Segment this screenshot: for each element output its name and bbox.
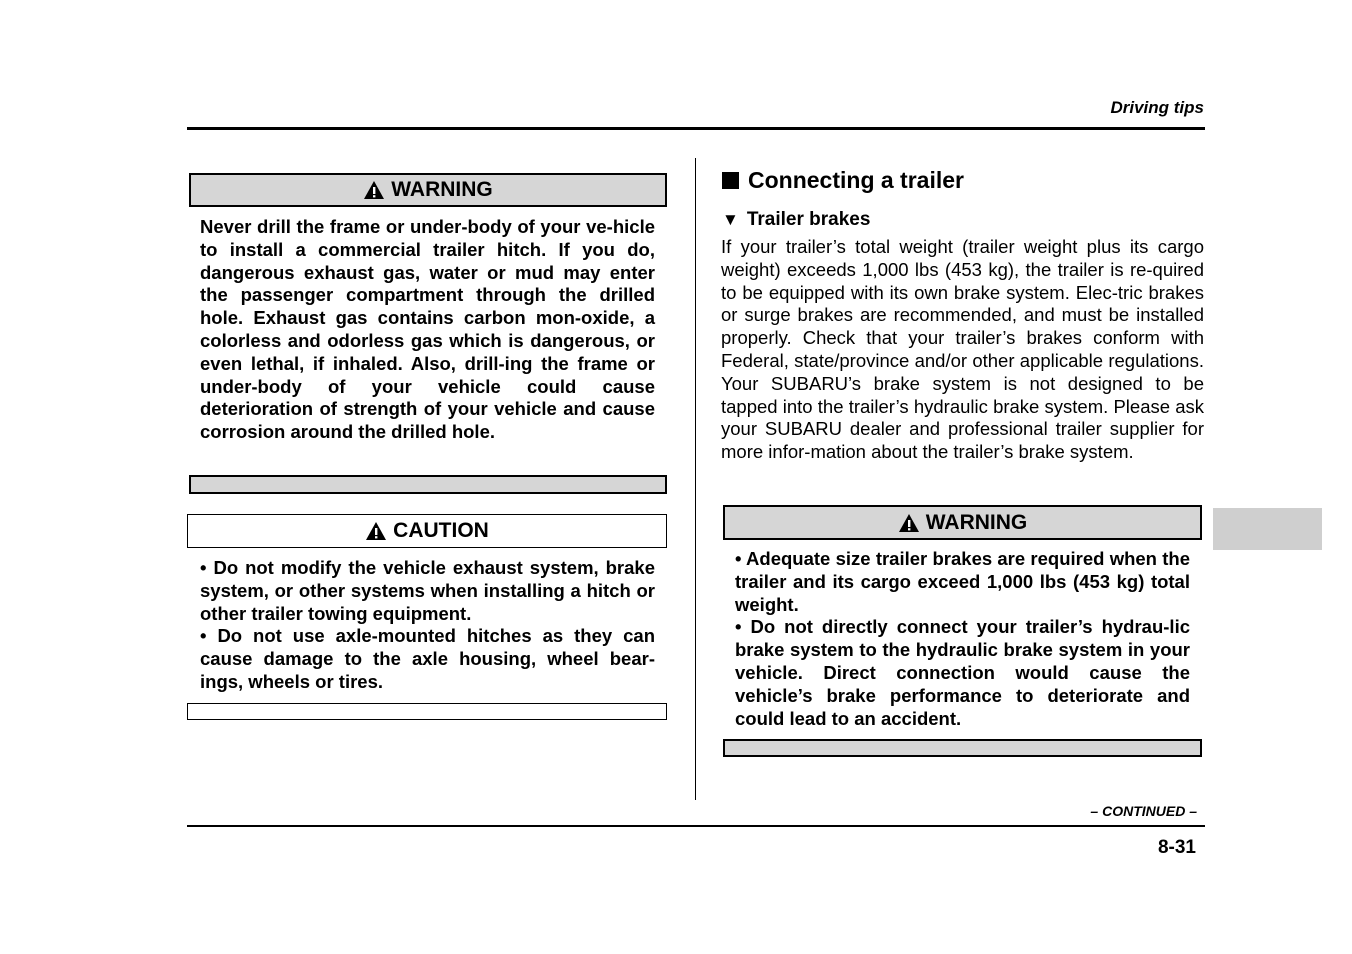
body-paragraph: If your trailer’s total weight (trailer weight plus its cargo weight) exceeds 1,000 lbs (453 kg), the trailer is re-quired to be equipped with its own brake system. Elec-tric brakes or surge brakes are recommended, and must be installed properly. Check that your trailer’s brakes conform with Federal, state/province and/or other applicable regulations. Your SUBARU’s brake system is not designed to be tapped into the trailer’s hydraulic brake system. Please ask your SUBARU dealer and professional trailer supplier for more infor-mation about the trailer’s brake system.	[721, 236, 1204, 463]
warning-header-left	[189, 173, 667, 207]
caution-item: • Do not modify the vehicle exhaust system, brake system, or other systems when installing a hitch or other trailer towing equipment.	[200, 557, 655, 625]
down-triangle-icon: ▼	[722, 210, 739, 229]
section-tab-marker	[1213, 508, 1322, 550]
warning-text-left	[200, 216, 655, 444]
running-head: Driving tips	[1110, 98, 1204, 117]
caution-label: CAUTION	[393, 519, 489, 542]
section-title-text: Connecting a trailer	[748, 167, 964, 193]
warning-triangle-icon	[365, 521, 387, 541]
header-rule	[187, 127, 1205, 130]
warning-header-right	[723, 505, 1202, 540]
caution-header	[187, 514, 667, 548]
caution-item: • Do not use axle-mounted hitches as they can cause damage to the axle housing, wheel bear-ings, wheels or tires.	[200, 625, 655, 693]
caution-list	[200, 557, 655, 694]
warning-list-right	[735, 548, 1190, 730]
black-square-icon	[722, 172, 739, 189]
page-number: 8-31	[1157, 837, 1196, 858]
warning-item: • Do not directly connect your trailer’s hydrau-lic brake system to the hydraulic brake system in your vehicle. Direct connection would cause the vehicle’s brake performance to deteriorate and could lead to an accident.	[735, 616, 1190, 730]
caution-end-bar	[187, 703, 667, 720]
warning-label: WARNING	[925, 510, 1028, 534]
warning-triangle-icon	[898, 513, 920, 533]
warning-item: • Adequate size trailer brakes are required when the trailer and its cargo exceed 1,000 lbs (453 kg) total weight.	[735, 548, 1190, 616]
subsection-title-text: Trailer brakes	[746, 209, 871, 230]
warning-end-bar-right	[723, 739, 1202, 757]
subsection-title	[722, 209, 870, 231]
warning-end-bar-left	[189, 475, 667, 494]
warning-paragraph: Never drill the frame or under-body of your ve-hicle to install a commercial trailer hitch. If you do, dangerous exhaust gas, water or mud may enter the passenger compartment through the drilled hole. Exhaust gas contains carbon mon-oxide, a colorless and odorless gas which is dangerous, or even lethal, if inhaled. Also, drill-ing the frame or under-body of your vehicle could cause deterioration of strength of your vehicle and cause corrosion around the drilled hole.	[200, 216, 655, 443]
warning-label: WARNING	[391, 178, 493, 201]
footer-rule	[187, 825, 1205, 827]
continued-note: – CONTINUED –	[1090, 803, 1197, 819]
warning-triangle-icon	[363, 180, 385, 200]
column-divider	[695, 158, 696, 800]
section-title	[722, 167, 964, 194]
